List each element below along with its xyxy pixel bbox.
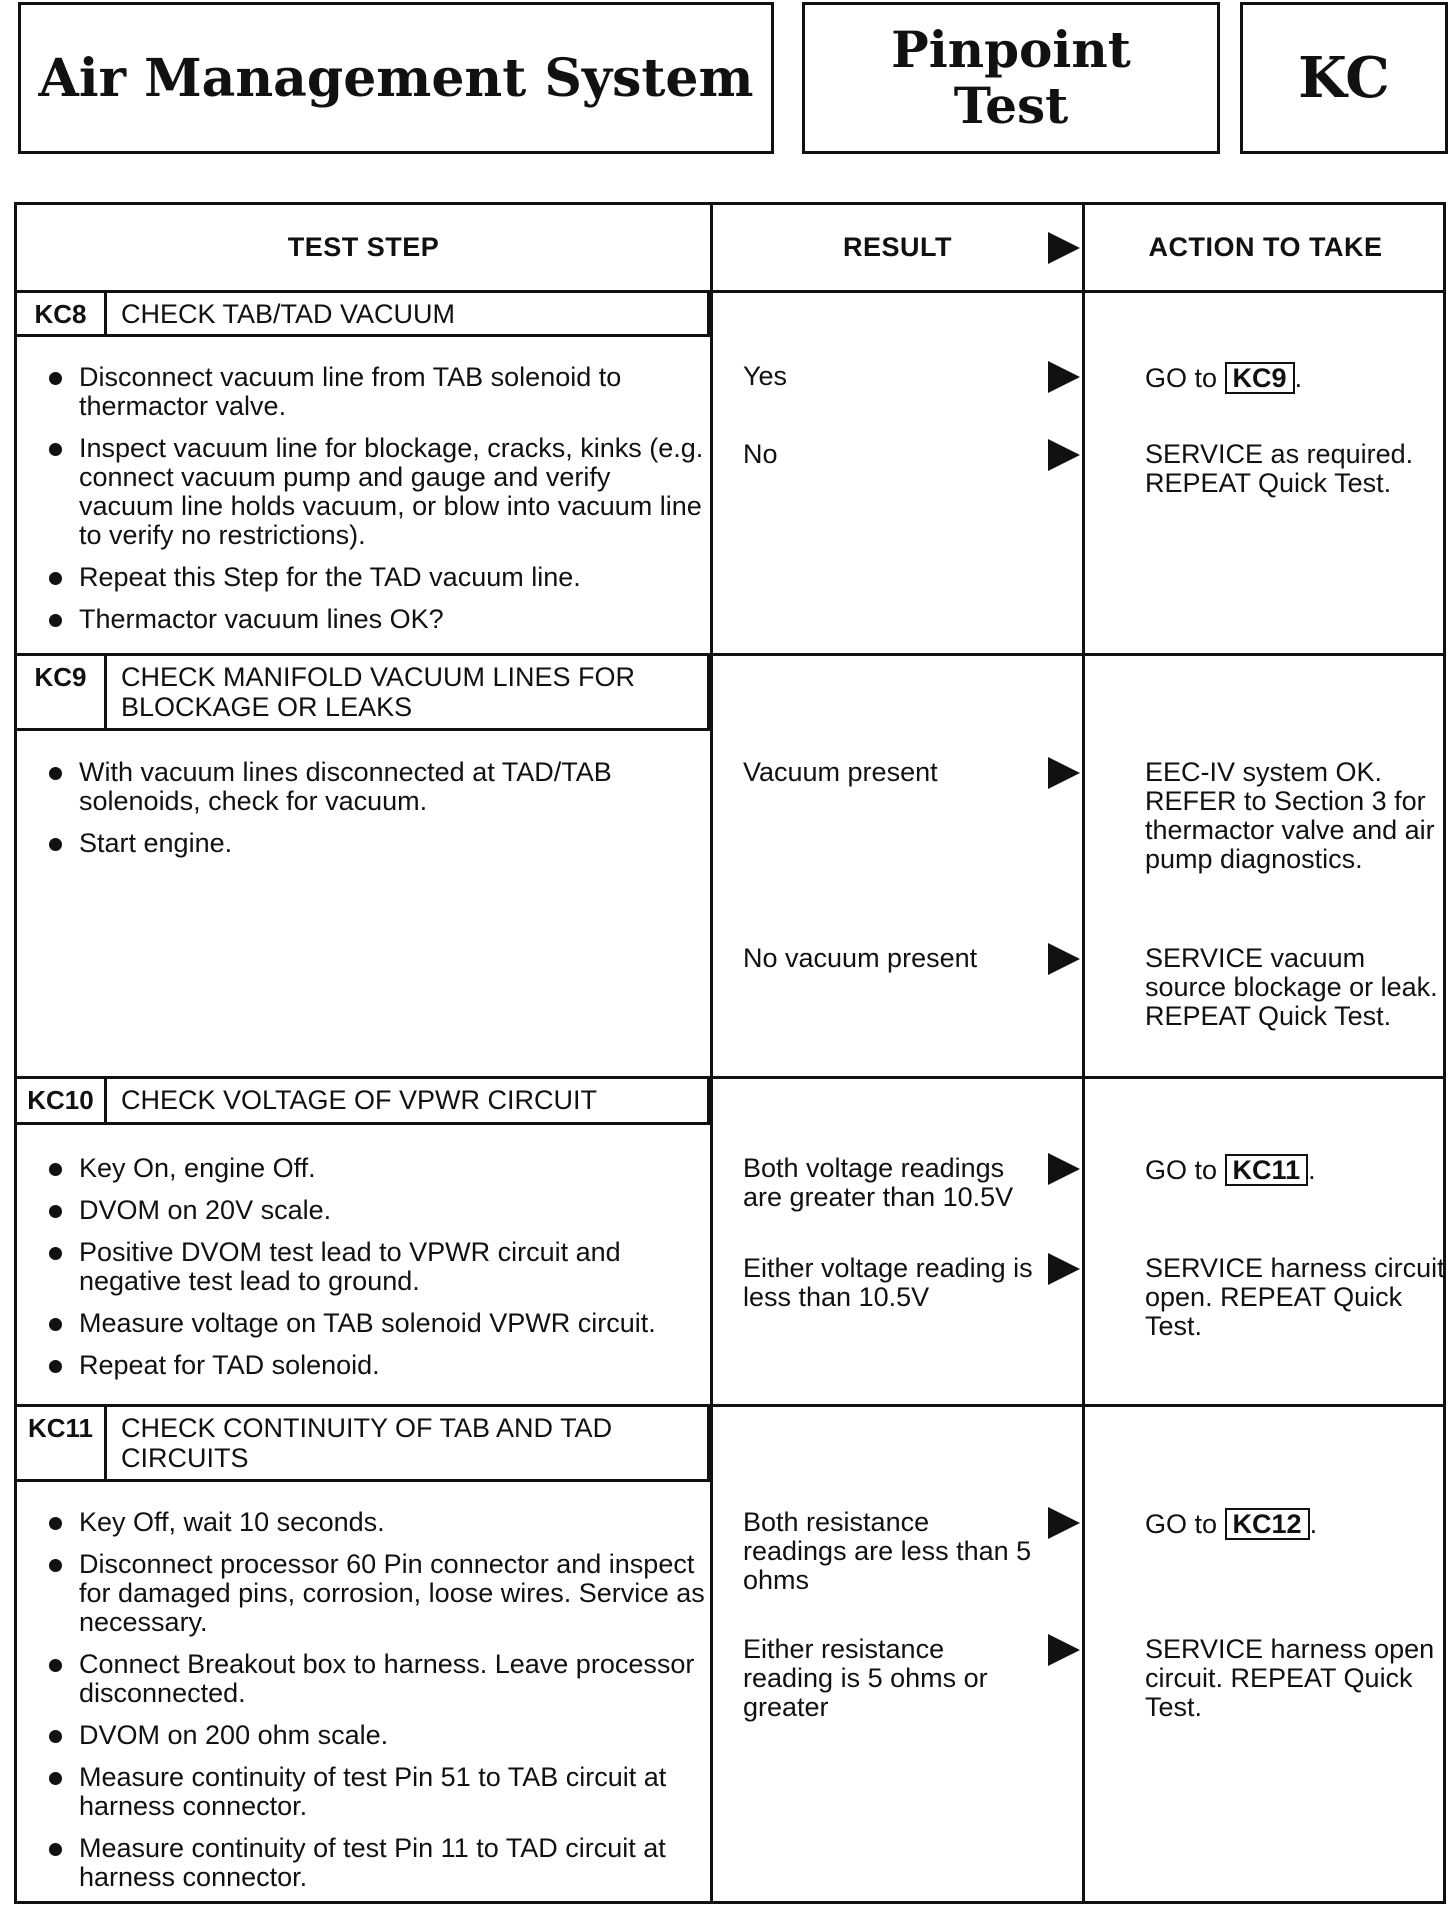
step-title: CHECK TAB/TAD VACUUM <box>121 299 456 329</box>
list-item: Connect Breakout box to harness. Leave processor disconnected. <box>45 1650 705 1708</box>
list-item: Start engine. <box>45 829 705 858</box>
list-item: DVOM on 20V scale. <box>45 1196 705 1225</box>
step-title: CHECK VOLTAGE OF VPWR CIRCUIT <box>121 1085 598 1115</box>
bullet-icon <box>49 572 62 585</box>
list-item: Repeat for TAD solenoid. <box>45 1351 705 1380</box>
pinpoint-table <box>14 202 1446 1904</box>
page-title-box <box>18 2 774 154</box>
step-reference-kc11[interactable]: KC11 <box>1225 1154 1309 1186</box>
step-code: KC8 <box>17 293 107 334</box>
step-reference-kc9[interactable]: KC9 <box>1225 362 1295 394</box>
arrow-right-icon <box>1048 1153 1080 1185</box>
action-text: GO to KC9 . <box>1145 363 1303 393</box>
bullet-icon <box>49 1843 62 1856</box>
bullet-icon <box>49 1559 62 1572</box>
result-text: Yes <box>743 361 788 391</box>
arrow-right-icon <box>1048 361 1080 393</box>
list-item: Key On, engine Off. <box>45 1154 705 1183</box>
arrow-right-icon <box>1048 1634 1080 1666</box>
column-divider <box>1082 205 1085 1901</box>
arrow-right-icon <box>1048 943 1080 975</box>
bullet-icon <box>49 1247 62 1260</box>
column-header-action: ACTION TO TAKE <box>1148 232 1383 262</box>
list-item: Key Off, wait 10 seconds. <box>45 1508 705 1537</box>
column-header-test-step: TEST STEP <box>287 232 440 262</box>
bullet-icon <box>49 1517 62 1530</box>
result-text: Both resistance readings are less than 5 ohms <box>743 1507 1032 1595</box>
action-text: SERVICE vacuum source blockage or leak. REPEAT Quick Test. <box>1145 943 1438 1031</box>
test-code: KC <box>1298 45 1390 111</box>
step-title: CHECK CONTINUITY OF TAB AND TAD CIRCUITS <box>121 1413 613 1473</box>
list-item: Repeat this Step for the TAD vacuum line. <box>45 563 705 592</box>
bullet-icon <box>49 1730 62 1743</box>
result-text: Both voltage readings are greater than 10.5V <box>743 1153 1014 1212</box>
bullet-icon <box>49 372 62 385</box>
result-text: No vacuum present <box>743 943 978 973</box>
arrow-right-icon <box>1048 1253 1080 1285</box>
step-title: CHECK MANIFOLD VACUUM LINES FOR BLOCKAGE OR LEAKS <box>121 662 636 722</box>
list-item: Disconnect vacuum line from TAB solenoid to thermactor valve. <box>45 363 705 421</box>
result-text: Vacuum present <box>743 757 938 787</box>
pinpoint-label-line2: Test <box>953 76 1069 135</box>
list-item: Disconnect processor 60 Pin connector and inspect for damaged pins, corrosion, loose wires. Service as necessary. <box>45 1550 705 1637</box>
arrow-right-icon <box>1048 1507 1080 1539</box>
bullet-icon <box>49 1659 62 1672</box>
bullet-icon <box>49 767 62 780</box>
step-bullets-kc9 <box>45 758 705 871</box>
bullet-icon <box>49 1772 62 1785</box>
bullet-icon <box>49 443 62 456</box>
bullet-icon <box>49 614 62 627</box>
arrow-right-icon <box>1048 232 1080 264</box>
action-text: SERVICE as required. REPEAT Quick Test. <box>1145 439 1414 498</box>
pinpoint-test-box <box>802 2 1220 154</box>
step-header-kc8 <box>17 293 710 337</box>
list-item: DVOM on 200 ohm scale. <box>45 1721 705 1750</box>
list-item: Measure continuity of test Pin 51 to TAB circuit at harness connector. <box>45 1763 705 1821</box>
action-text: SERVICE harness circuit open. REPEAT Quick Test. <box>1145 1253 1445 1341</box>
step-header-kc9 <box>17 656 710 731</box>
page-title: Air Management System <box>38 47 754 109</box>
action-text: GO to KC12 . <box>1145 1509 1318 1539</box>
step-code: KC9 <box>17 656 107 728</box>
bullet-icon <box>49 1163 62 1176</box>
column-divider <box>710 205 713 1901</box>
bullet-icon <box>49 1205 62 1218</box>
test-code-box <box>1240 2 1448 154</box>
step-reference-kc12[interactable]: KC12 <box>1225 1508 1310 1540</box>
list-item: Thermactor vacuum lines OK? <box>45 605 705 634</box>
step-header-kc10 <box>17 1079 710 1125</box>
result-text: Either voltage reading is less than 10.5V <box>743 1253 1033 1312</box>
result-text: Either resistance reading is 5 ohms or greater <box>743 1634 988 1722</box>
action-text: SERVICE harness open circuit. REPEAT Quick Test. <box>1145 1634 1435 1722</box>
step-header-kc11 <box>17 1407 710 1482</box>
result-text: No <box>743 439 778 469</box>
step-bullets-kc10 <box>45 1154 705 1393</box>
step-bullets-kc8 <box>45 363 705 647</box>
arrow-right-icon <box>1048 757 1080 789</box>
step-code: KC10 <box>17 1079 107 1122</box>
arrow-right-icon <box>1048 439 1080 471</box>
action-text: EEC-IV system OK. REFER to Section 3 for thermactor valve and air pump diagnostics. <box>1145 757 1435 874</box>
list-item: Measure continuity of test Pin 11 to TAD circuit at harness connector. <box>45 1834 705 1892</box>
step-bullets-kc11 <box>45 1508 705 1905</box>
column-header-result: RESULT <box>843 232 952 262</box>
pinpoint-label-line1: Pinpoint <box>891 20 1131 79</box>
action-text: GO to KC11 . <box>1145 1155 1316 1185</box>
bullet-icon <box>49 1318 62 1331</box>
bullet-icon <box>49 838 62 851</box>
list-item: With vacuum lines disconnected at TAD/TAB solenoids, check for vacuum. <box>45 758 705 816</box>
bullet-icon <box>49 1360 62 1373</box>
list-item: Inspect vacuum line for blockage, cracks, kinks (e.g. connect vacuum pump and gauge and verify vacuum line holds vacuum, or blow into vacuum line to verify no restrictions). <box>45 434 705 550</box>
list-item: Positive DVOM test lead to VPWR circuit and negative test lead to ground. <box>45 1238 705 1296</box>
list-item: Measure voltage on TAB solenoid VPWR circuit. <box>45 1309 705 1338</box>
step-code: KC11 <box>17 1407 107 1479</box>
